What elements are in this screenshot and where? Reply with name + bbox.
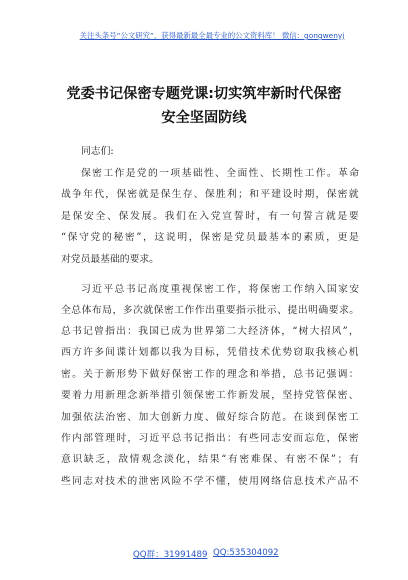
paragraph-2-line: 密。关于新形势下做好保密工作的理念和举措，总书记强调：	[61, 369, 360, 380]
paragraph-2-line: 西方许多间谍计划都以我为目标，凭借技术优势窃取我核心机	[61, 347, 360, 358]
document-title-line-1: 党委书记保密专题党课:切实筑牢新时代保密	[66, 86, 342, 102]
paragraph-2-line: 全总体布局，多次就保密工作作出重要指示批示、提出明确要求。	[61, 305, 360, 316]
paragraph-1-line: 是保安全、保发展。我们在入党宣誓时，有一句誓言就是要	[61, 211, 361, 222]
document-title-line-2: 安全坚固防线	[161, 110, 247, 126]
paragraph-1-line: “保守党的秘密”，这说明，保密是党员最基本的素质，更是	[61, 232, 361, 243]
paragraph-2-line: 作内部管理时，习近平总书记指出：有些同志安而忘危，保密	[61, 433, 360, 444]
footer	[0, 548, 408, 562]
paragraph-2-line: 总书记曾指出：我国已成为世界第二大经济体，“树大招风”，	[61, 326, 360, 337]
paragraph-2-line: 些同志对技术的泄密风险不学不懂，使用网络信息技术产品不	[61, 476, 360, 487]
footer-qq-contact-link[interactable]: QQ:535304092	[213, 548, 279, 558]
paragraph-1-line: 保密工作是党的一项基础性、全面性、长期性工作。革命	[81, 168, 361, 179]
salutation: 同志们:	[81, 146, 114, 157]
paragraph-1-line: 对党员最基础的要求。	[61, 254, 159, 265]
paragraph-2-line: 意识缺乏，敌情观念淡化，结果“有密难保、有密不保”；有	[61, 454, 361, 465]
paragraph-1-line: 战争年代，保密就是保生存、保胜利；和平建设时期，保密就	[61, 189, 360, 200]
paragraph-2-line: 加强依法治密、加大创新力度、做好综合防范。在谈到保密工	[61, 412, 360, 423]
paragraph-2-line: 习近平总书记高度重视保密工作，将保密工作纳入国家安	[81, 284, 361, 295]
paragraph-2-line: 要着力用新理念新举措引领保密工作新发展，坚持党管保密、	[61, 390, 360, 401]
footer-qq-group-link[interactable]: QQ群：31991489	[133, 550, 208, 560]
header-banner-link[interactable]: 关注头条号“公文研究”，获得最新最全最专业的公文资料库！ 微信：gongwenyj	[79, 31, 345, 40]
